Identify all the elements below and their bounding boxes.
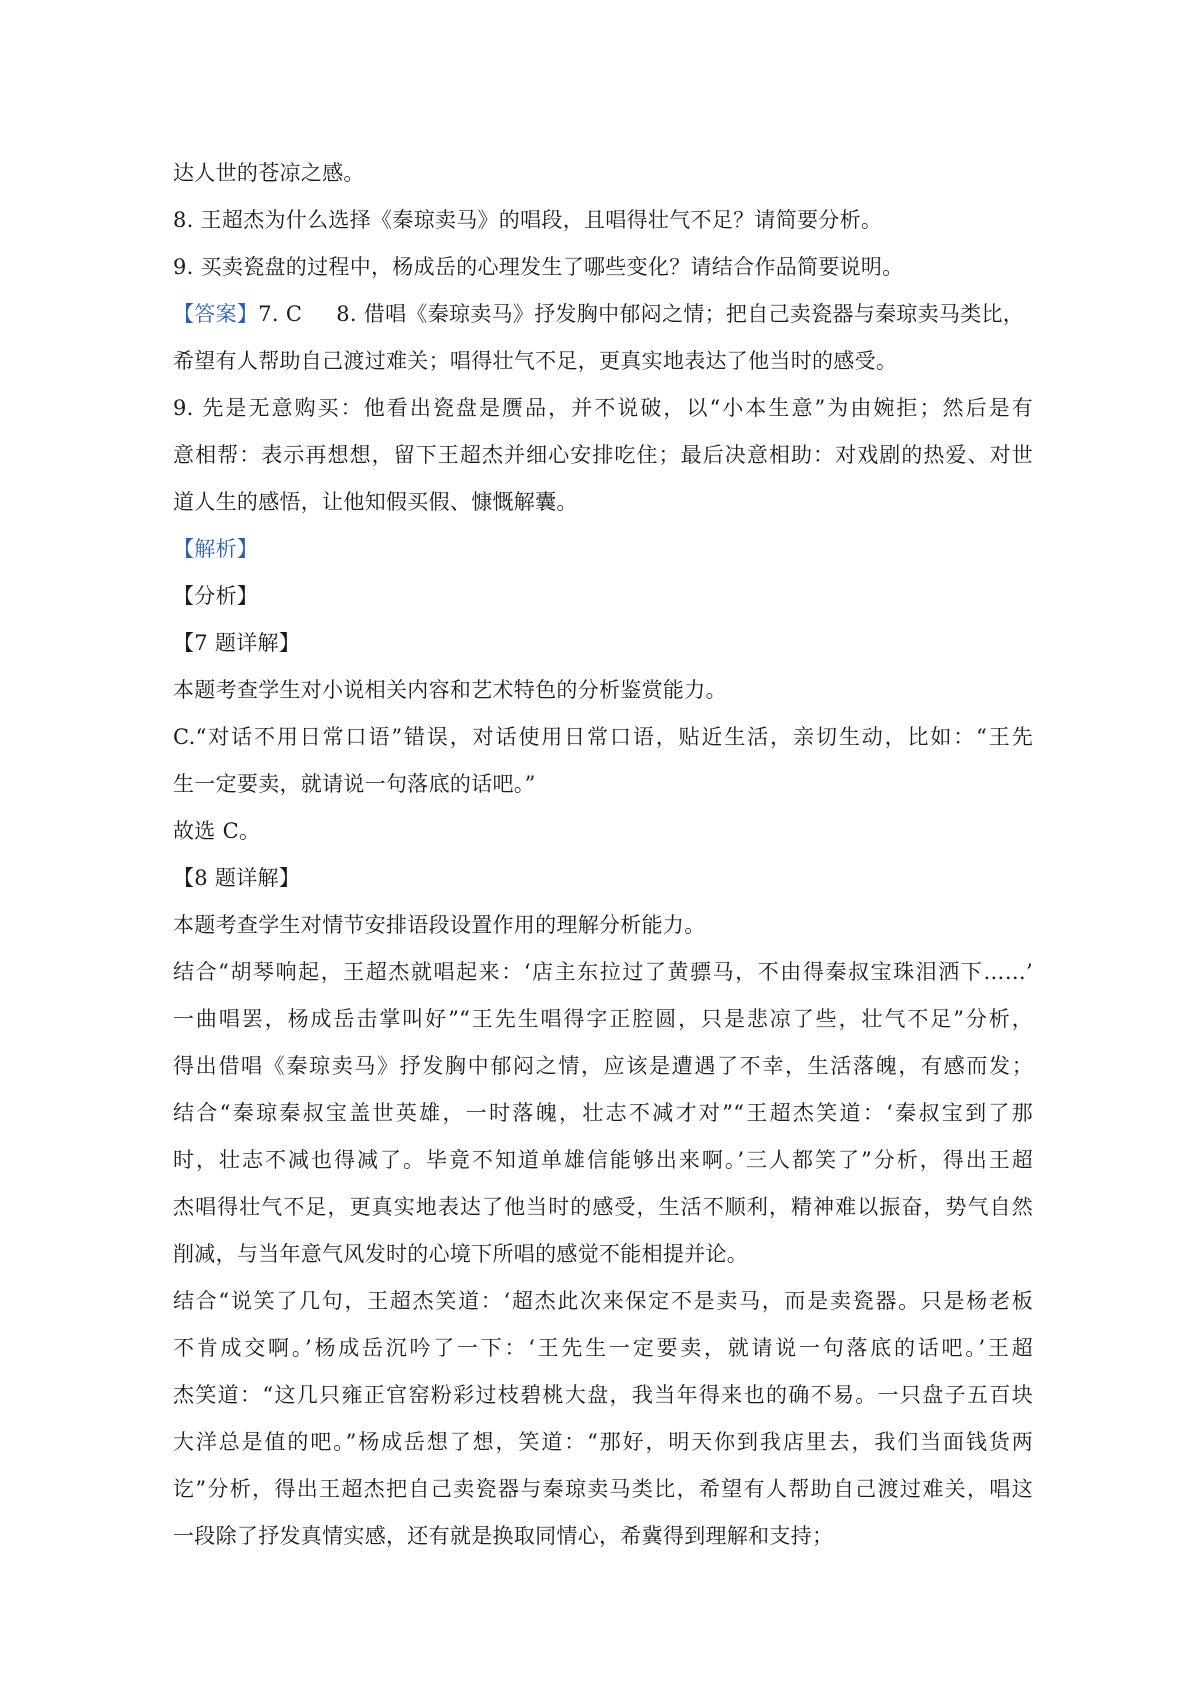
answer-tag: 【答案】 xyxy=(173,302,259,326)
section-heading: 【分析】 xyxy=(173,584,259,608)
text-line: 结合“说笑了几句，王超杰笑道：‘超杰此次来保定不是卖马，而是卖瓷器。只是杨老板 xyxy=(173,1289,1033,1313)
section-heading: 【7 题详解】 xyxy=(173,631,301,655)
text-line: 故选 C。 xyxy=(173,819,261,843)
text-line: 一曲唱罢，杨成岳击掌叫好”“王先生唱得字正腔圆，只是悲凉了些，壮气不足”分析， xyxy=(173,1007,1033,1031)
analysis-tag: 【解析】 xyxy=(173,537,259,561)
analysis-heading xyxy=(173,526,1033,573)
text-line: 希望有人帮助自己渡过难关；唱得壮气不足，更真实地表达了他当时的感受。 xyxy=(173,349,898,373)
text-line: 得出借唱《秦琼卖马》抒发胸中郁闷之情，应该是遭遇了不幸，生活落魄，有感而发； xyxy=(173,1054,1033,1078)
text-line: 达人世的苍凉之感。 xyxy=(173,161,365,185)
document-body xyxy=(173,150,1033,1560)
answer-7: 7. C xyxy=(258,302,303,326)
text-line: 削减，与当年意气风发时的心境下所唱的感觉不能相提并论。 xyxy=(173,1242,749,1266)
text-line: 结合“胡琴响起，王超杰就唱起来：‘店主东拉过了黄骠马，不由得秦叔宝珠泪洒下……’ xyxy=(173,960,1033,984)
text-line: 生一定要卖，就请说一句落底的话吧。” xyxy=(173,772,536,796)
text-line: 杰唱得壮气不足，更真实地表达了他当时的感受，生活不顺利，精神难以振奋，势气自然 xyxy=(173,1195,1033,1219)
question-9: 9. 买卖瓷盘的过程中，杨成岳的心理发生了哪些变化？请结合作品简要说明。 xyxy=(173,255,904,279)
text-line: 本题考查学生对情节安排语段设置作用的理解分析能力。 xyxy=(173,913,706,937)
text-line: C.“对话不用日常口语”错误，对话使用日常口语，贴近生活，亲切生动，比如：“王先 xyxy=(173,725,1033,749)
text-line: 本题考查学生对小说相关内容和艺术特色的分析鉴赏能力。 xyxy=(173,678,727,702)
text-line: 杰笑道：“这几只雍正官窑粉彩过枝碧桃大盘，我当年得来也的确不易。一只盘子五百块 xyxy=(173,1383,1033,1407)
section-heading: 【8 题详解】 xyxy=(173,866,301,890)
text-line: 讫”分析，得出王超杰把自己卖瓷器与秦琼卖马类比，希望有人帮助自己渡过难关，唱这 xyxy=(173,1477,1033,1501)
text-line: 道人生的感悟，让他知假买假、慷慨解囊。 xyxy=(173,490,578,514)
text-line: 意相帮：表示再想想，留下王超杰并细心安排吃住；最后决意相助：对戏剧的热爱、对世 xyxy=(173,443,1033,467)
text-line: 大洋总是值的吧。”杨成岳想了想，笑道：“那好，明天你到我店里去，我们当面钱货两 xyxy=(173,1430,1033,1454)
answer-line xyxy=(173,291,1033,338)
text-line: 不肯成交啊。’杨成岳沉吟了一下：‘王先生一定要卖，就请说一句落底的话吧。’王超 xyxy=(173,1336,1033,1360)
answer-9: 9. 先是无意购买：他看出瓷盘是赝品，并不说破，以“小本生意”为由婉拒；然后是有 xyxy=(173,396,1033,420)
question-8: 8. 王超杰为什么选择《秦琼卖马》的唱段，且唱得壮气不足？请简要分析。 xyxy=(173,208,883,232)
text-line: 结合“秦琼秦叔宝盖世英雄，一时落魄，壮志不减才对”“王超杰笑道：‘秦叔宝到了那 xyxy=(173,1101,1033,1125)
text-line: 一段除了抒发真情实感，还有就是换取同情心，希冀得到理解和支持； xyxy=(173,1524,834,1548)
text-line: 时，壮志不减也得减了。毕竟不知道单雄信能够出来啊。’三人都笑了”分析，得出王超 xyxy=(173,1148,1033,1172)
answer-8: 8. 借唱《秦琼卖马》抒发胸中郁闷之情；把自己卖瓷器与秦琼卖马类比， xyxy=(336,302,1025,326)
